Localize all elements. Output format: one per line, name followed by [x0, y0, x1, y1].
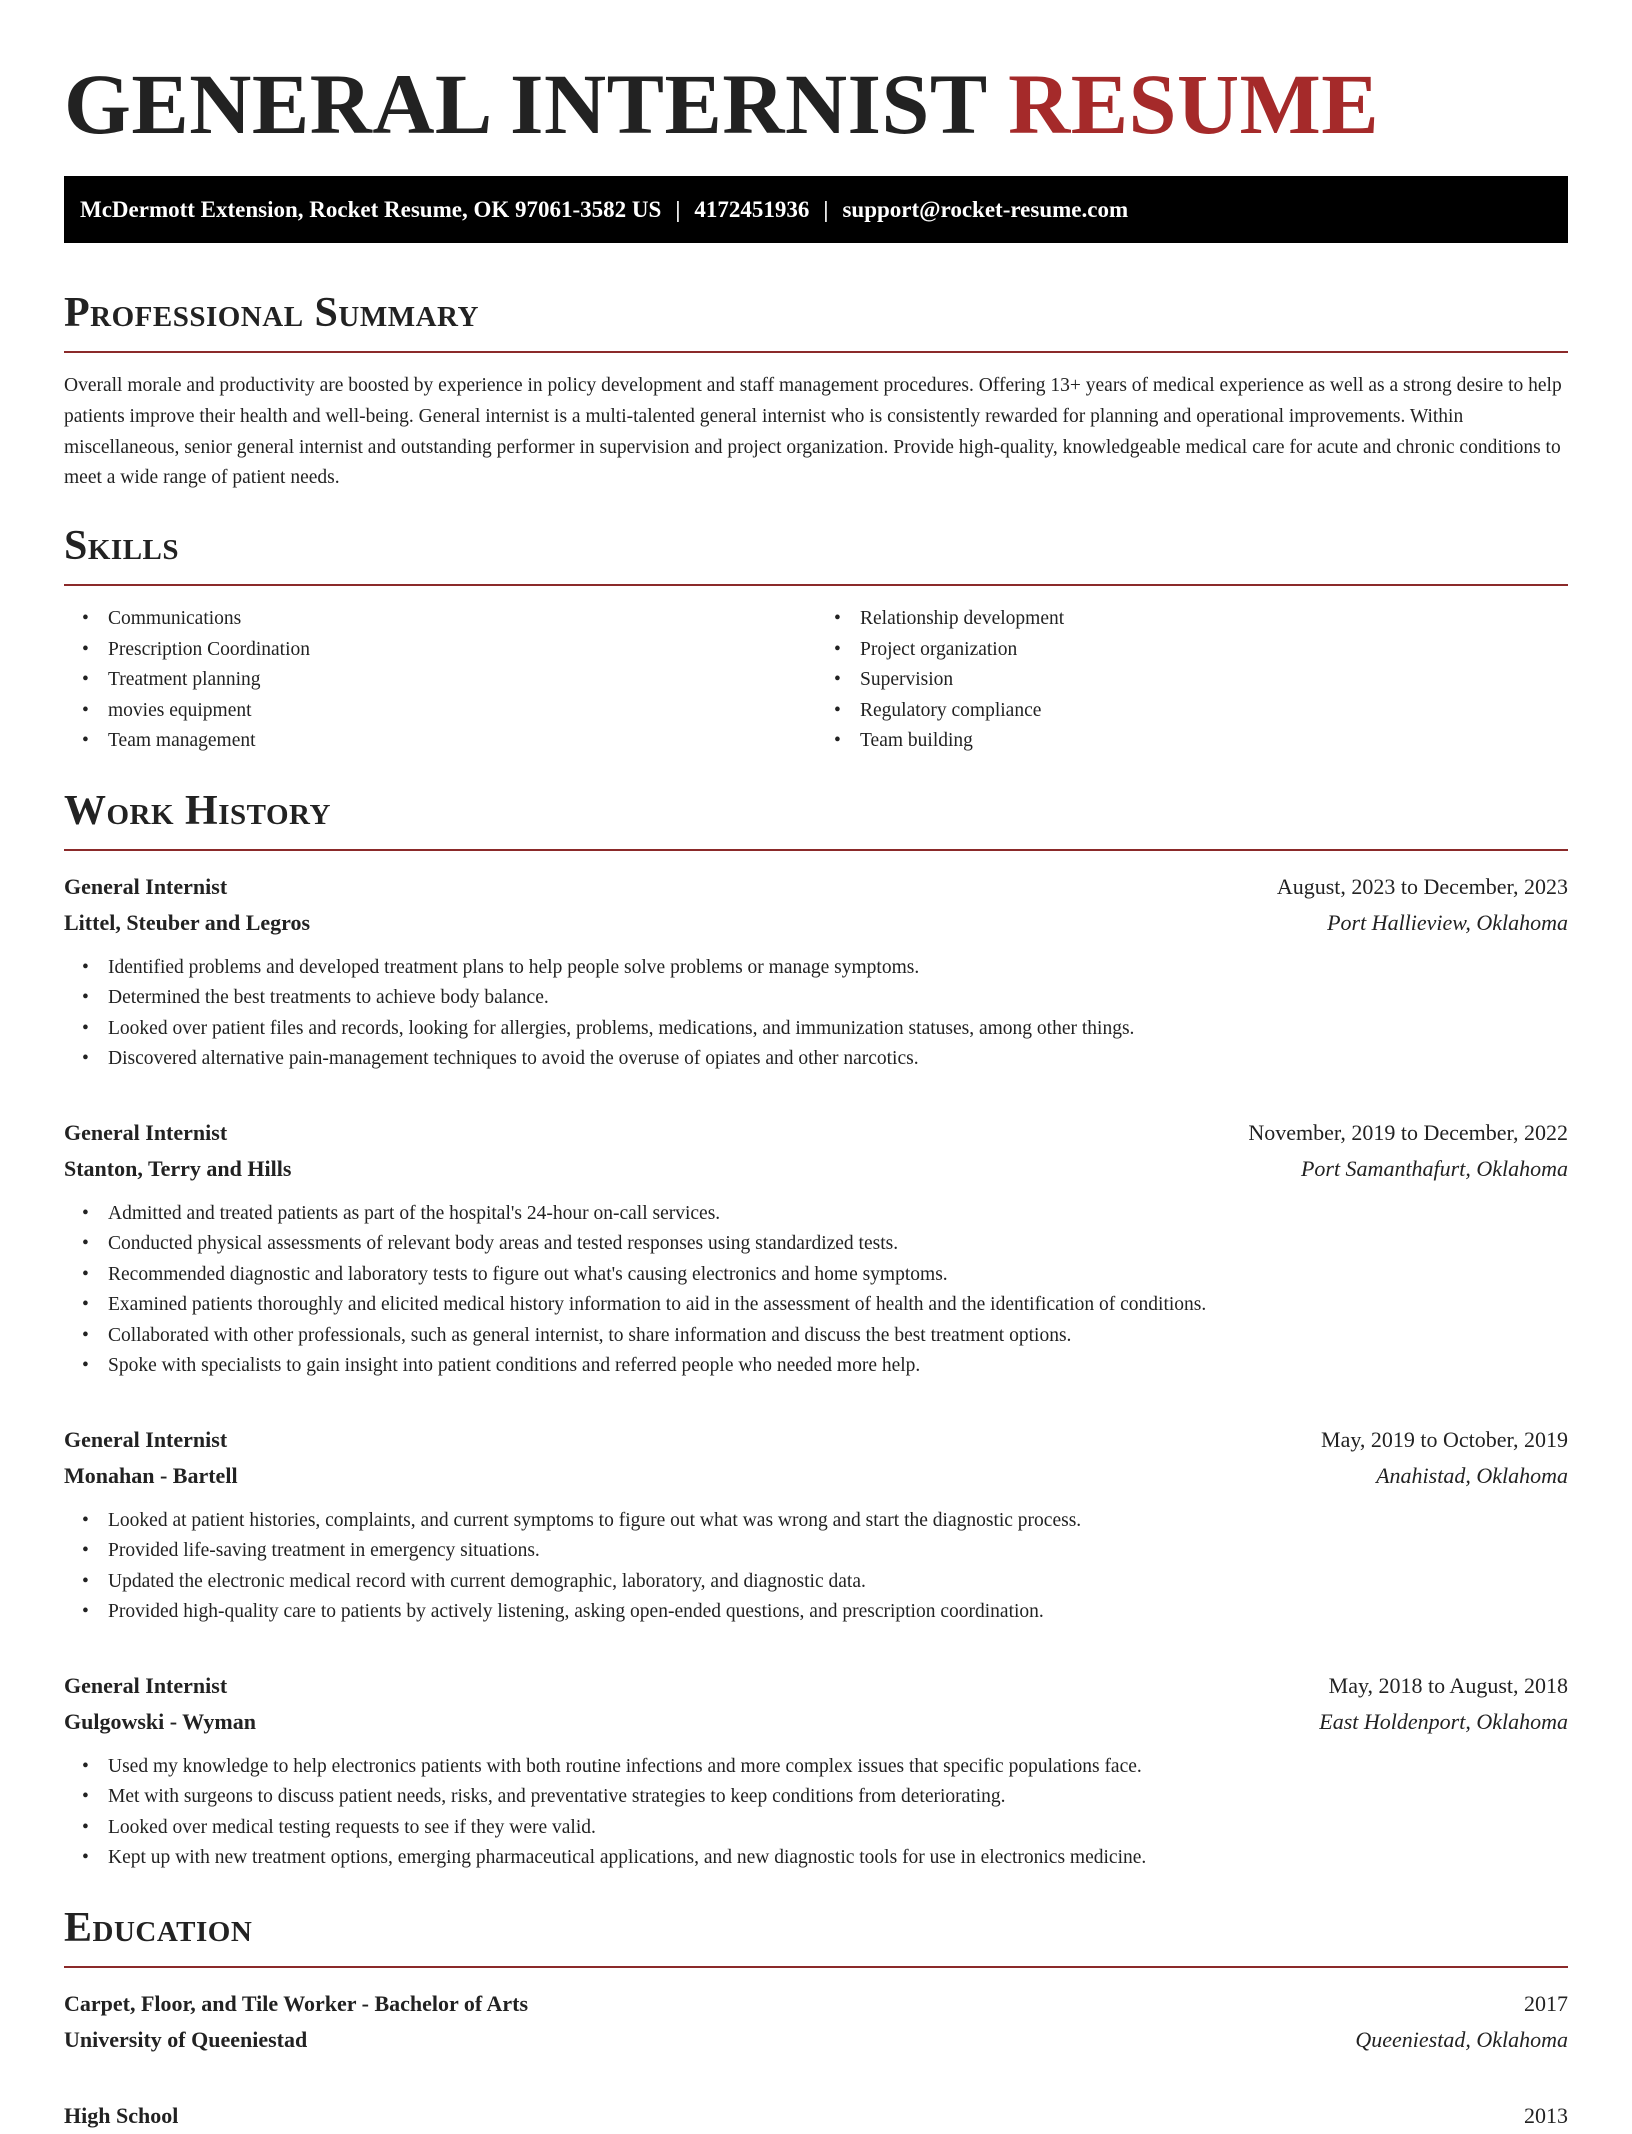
skill-item: • Communications: [108, 604, 816, 635]
job-bullet: • Determined the best treatments to achieve body balance.: [108, 983, 1568, 1014]
resume-content: [64, 0, 1568, 2134]
contact-bar: [64, 176, 1568, 243]
job-bullet: • Identified problems and developed treatment plans to help people solve problems or manage symptoms.: [108, 953, 1568, 984]
job-title: General Internist: [64, 1426, 228, 1452]
skill-item: • Team building: [860, 726, 1568, 757]
summary-section: [64, 285, 1568, 494]
job-bullets: [64, 1506, 1568, 1628]
job-bullets: [64, 1199, 1568, 1382]
skill-item: • Supervision: [860, 665, 1568, 696]
skill-item: • Team management: [108, 726, 816, 757]
job-entry: [64, 1668, 1568, 1874]
skill-item: • Project organization: [860, 635, 1568, 666]
summary-text: Overall morale and productivity are boosted by experience in policy development and staff management procedures. Offering 13+ years of medical experience as well as a strong desire to help patients improve their health and well-being. General internist is a multi-talented general internist who is consistently rewarded for planning and operational improvements. Within miscellaneous, senior general internist and outstanding performer in supervision and project organization. Provide high-quality, knowledgeable medical care for acute and chronic conditions to meet a wide range of patient needs.: [64, 375, 1562, 489]
skills-heading: Skills: [64, 523, 180, 570]
summary-heading: Professional Summary: [64, 290, 479, 336]
contact-separator: |: [823, 197, 829, 222]
contact-address: McDermott Extension, Rocket Resume, OK 97061-3582 US: [80, 197, 662, 222]
job-bullet: • Met with surgeons to discuss patient needs, risks, and preventative strategies to keep conditions from deteriorating.: [108, 1782, 1568, 1813]
job-title: General Internist: [64, 873, 228, 899]
work-history-heading: Work History: [64, 787, 331, 834]
job-dates: May, 2019 to October, 2019: [1321, 1426, 1568, 1452]
job-bullet: • Collaborated with other professionals, such as general internist, to share information and discuss the best treatment options.: [108, 1321, 1568, 1352]
education-heading: Education: [64, 1904, 253, 1951]
education-school-row: [64, 2022, 1568, 2058]
education-location: Queeniestad, Oklahoma: [1355, 2026, 1568, 2052]
job-location: Port Samanthafurt, Oklahoma: [1300, 1155, 1568, 1181]
job-title: General Internist: [64, 1672, 228, 1698]
job-title-row: [64, 869, 1568, 905]
job-location: Port Hallieview, Oklahoma: [1327, 909, 1568, 935]
section-divider: [64, 351, 1568, 353]
job-company-row: [64, 1704, 1568, 1740]
section-divider: [64, 584, 1568, 586]
job-bullet: • Examined patients thoroughly and elicited medical history information to aid in the assessment of health and the identification of conditions.: [108, 1290, 1568, 1321]
job-company-row: [64, 905, 1568, 941]
skill-item: • movies equipment: [108, 696, 816, 727]
education-degree-row: [64, 2098, 1568, 2134]
job-bullet: • Admitted and treated patients as part of the hospital's 24-hour on-call services.: [108, 1199, 1568, 1230]
job-bullet: • Used my knowledge to help electronics patients with both routine infections and more complex issues that specific populations face.: [108, 1752, 1568, 1783]
job-entry: [64, 869, 1568, 1075]
education-school: University of Queeniestad: [64, 2026, 308, 2052]
contact-phone: 4172451936: [694, 197, 810, 222]
education-year: 2013: [1524, 2102, 1568, 2128]
job-company-row: [64, 1151, 1568, 1187]
job-bullet: • Recommended diagnostic and laboratory tests to figure out what's causing electronics and home symptoms.: [108, 1260, 1568, 1291]
education-entry: [64, 2098, 1568, 2134]
job-company-row: [64, 1458, 1568, 1494]
job-dates: August, 2023 to December, 2023: [1276, 873, 1568, 899]
job-bullet: • Looked over medical testing requests to see if they were valid.: [108, 1813, 1568, 1844]
job-bullet: • Looked over patient files and records, looking for allergies, problems, medications, and immunization statuses, among other things.: [108, 1014, 1568, 1045]
job-company: Littel, Steuber and Legros: [64, 909, 311, 935]
title-accent: RESUME: [1008, 56, 1380, 152]
skill-item: • Relationship development: [860, 604, 1568, 635]
job-title-row: [64, 1422, 1568, 1458]
job-bullet: • Kept up with new treatment options, emerging pharmaceutical applications, and new diagnostic tools for use in electronics medicine.: [108, 1843, 1568, 1874]
job-title: General Internist: [64, 1119, 228, 1145]
job-bullet: • Looked at patient histories, complaints, and current symptoms to figure out what was wrong and start the diagnostic process.: [108, 1506, 1568, 1537]
job-dates: May, 2018 to August, 2018: [1328, 1672, 1568, 1698]
work-history-section: [64, 783, 1568, 1874]
job-title-row: [64, 1115, 1568, 1151]
section-divider: [64, 849, 1568, 851]
skill-item: • Treatment planning: [108, 665, 816, 696]
job-bullets: [64, 1752, 1568, 1874]
job-title-row: [64, 1668, 1568, 1704]
contact-email: support@rocket-resume.com: [842, 197, 1129, 222]
skill-item: • Regulatory compliance: [860, 696, 1568, 727]
job-company: Monahan - Bartell: [64, 1462, 238, 1488]
title-main: GENERAL INTERNIST: [64, 56, 987, 152]
skills-columns: [64, 604, 1568, 757]
job-bullet: • Updated the electronic medical record with current demographic, laboratory, and diagnostic data.: [108, 1567, 1568, 1598]
job-location: East Holdenport, Oklahoma: [1319, 1708, 1568, 1734]
education-degree: High School: [64, 2102, 179, 2128]
job-bullet: • Discovered alternative pain-management techniques to avoid the overuse of opiates and other narcotics.: [108, 1044, 1568, 1075]
job-location: Anahistad, Oklahoma: [1376, 1462, 1568, 1488]
job-entry: [64, 1422, 1568, 1628]
job-bullet: • Conducted physical assessments of relevant body areas and tested responses using standardized tests.: [108, 1229, 1568, 1260]
education-degree: Carpet, Floor, and Tile Worker - Bachelor of Arts: [64, 1990, 529, 2016]
education-degree-row: [64, 1986, 1568, 2022]
resume-title: [64, 0, 1568, 176]
job-company: Gulgowski - Wyman: [64, 1708, 256, 1734]
job-entry: [64, 1115, 1568, 1382]
job-dates: November, 2019 to December, 2022: [1248, 1119, 1568, 1145]
education-entry: [64, 1986, 1568, 2058]
skill-item: • Prescription Coordination: [108, 635, 816, 666]
job-bullets: [64, 953, 1568, 1075]
job-bullet: • Spoke with specialists to gain insight into patient conditions and referred people who needed more help.: [108, 1351, 1568, 1382]
skills-list-right: [816, 604, 1568, 757]
education-section: [64, 1900, 1568, 2134]
job-bullet: • Provided life-saving treatment in emergency situations.: [108, 1536, 1568, 1567]
job-bullet: • Provided high-quality care to patients by actively listening, asking open-ended questions, and prescription coordination.: [108, 1597, 1568, 1628]
job-company: Stanton, Terry and Hills: [64, 1155, 292, 1181]
skills-list-left: [64, 604, 816, 757]
education-year: 2017: [1524, 1990, 1568, 2016]
section-divider: [64, 1966, 1568, 1968]
skills-section: [64, 518, 1568, 757]
contact-separator: |: [675, 197, 681, 222]
